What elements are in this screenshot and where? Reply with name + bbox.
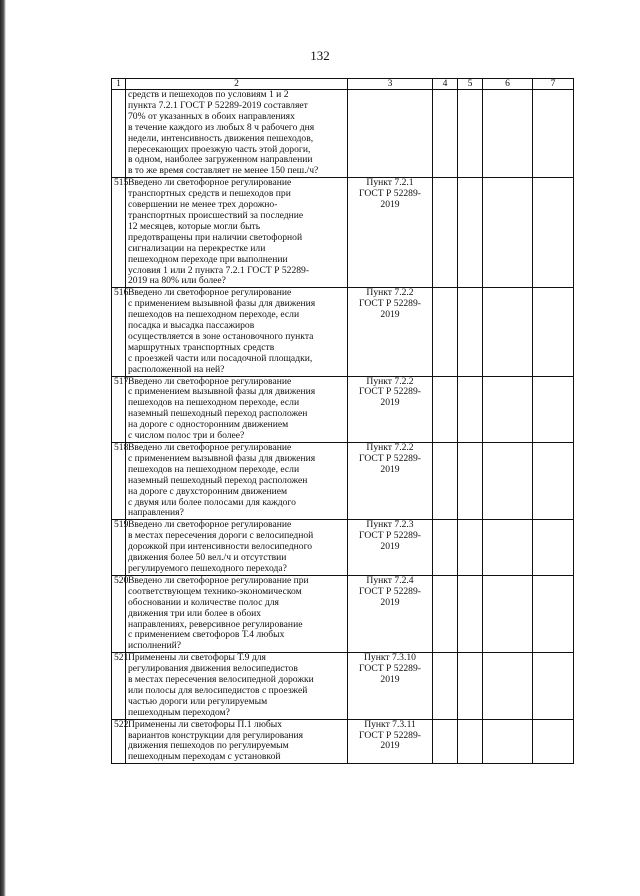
table-row [112, 575, 574, 652]
row-number: 517 [112, 376, 126, 442]
question-cell [126, 719, 348, 764]
row-number: 522 [112, 719, 126, 764]
row-number: 520 [112, 575, 126, 652]
row-number: 518 [112, 443, 126, 520]
question-text: средств и пешеходов по условиям 1 и 2 пункта 7.2.1 ГОСТ Р 52289-2019 составляет 70% от указанных в обоих направлениях в течение каждого из любых 8 ч рабочего дня недели, интенсивность движения пешеходов, пересекающих проезжую часть этой дороги, в одном, наиболее загруженном направлении в то же время составляет не менее 150 пеш./ч? [128, 89, 319, 177]
answer-cell [533, 443, 574, 520]
answer-cell [458, 376, 483, 442]
answer-cell [458, 653, 483, 719]
answer-cell [458, 719, 483, 764]
table-row [112, 288, 574, 376]
answer-cell [458, 178, 483, 288]
answer-cell [433, 178, 458, 288]
question-cell [126, 288, 348, 376]
question-text: Введено ли светофорное регулирование в местах пересечения дороги с велосипедной дорожкой при интенсивности велосипедного движения более 50 вел./ч и отсутствии регулируемого пешеходного перехода? [128, 519, 314, 574]
question-cell [126, 376, 348, 442]
question-text: Введено ли светофорное регулирование при соответствующем технико-экономическом обосновании и количестве полос для движения три или более в обоих направлениях, реверсивное регулирование с применением светофоров Т.4 любых исполнений? [128, 574, 309, 652]
question-cell [126, 575, 348, 652]
answer-cell [483, 719, 533, 764]
table-row [112, 443, 574, 520]
table-row [112, 520, 574, 576]
question-cell [126, 653, 348, 719]
answer-cell [483, 653, 533, 719]
checklist-table [111, 78, 574, 764]
answer-cell [533, 90, 574, 178]
table-row [112, 178, 574, 288]
answer-cell [433, 575, 458, 652]
answer-cell [433, 288, 458, 376]
question-cell [126, 443, 348, 520]
reference-cell: Пункт 7.2.1 ГОСТ Р 52289- 2019 [348, 178, 433, 288]
reference-cell: Пункт 7.3.10 ГОСТ Р 52289- 2019 [348, 653, 433, 719]
answer-cell [533, 520, 574, 576]
row-number [112, 90, 126, 178]
answer-cell [433, 719, 458, 764]
answer-cell [483, 178, 533, 288]
column-header: 2 [126, 79, 348, 90]
row-number: 515 [112, 178, 126, 288]
answer-cell [533, 653, 574, 719]
row-number: 516 [112, 288, 126, 376]
table-row [112, 90, 574, 178]
question-text: Введено ли светофорное регулирование с применением вызывной фазы для движения пешеходов на пешеходном переходе, если наземный пешеходный переход расположен на дороге с двухсторонним движением с двумя или более полосами для каждого направления? [128, 442, 316, 519]
question-text: Введено ли светофорное регулирование с применением вызывной фазы для движения пешеходов на пешеходном переходе, если наземный пешеходный переход расположен на дороге с односторонним движением с числом полос три и более? [128, 375, 316, 442]
page-number: 132 [310, 48, 330, 63]
answer-cell [433, 653, 458, 719]
column-header: 5 [458, 79, 483, 90]
answer-cell [433, 443, 458, 520]
table-row [112, 653, 574, 719]
answer-cell [533, 178, 574, 288]
question-text: Введено ли светофорное регулирование транспортных средств и пешеходов при совершении не менее трех дорожно- транспортных происшествий за последние 12 месяцев, которые могли быть предотвращены при наличии светофорной сигнализации на перекрестке или пешеходном переходе при выполнении условия 1 или 2 пункта 7.2.1 ГОСТ Р 52289- 2019 на 80% или более? [128, 177, 310, 287]
answer-cell [458, 288, 483, 376]
answer-cell [483, 288, 533, 376]
question-text: Введено ли светофорное регулирование с применением вызывной фазы для движения пешеходов на пешеходном переходе, если посадка и высадка пассажиров осуществляется в зоне остановочного пункта маршрутных транспортных средств с проезжей части или посадочной площадки, расположенной на ней? [128, 287, 316, 375]
answer-cell [533, 575, 574, 652]
reference-cell: Пункт 7.2.3 ГОСТ Р 52289- 2019 [348, 520, 433, 576]
answer-cell [433, 90, 458, 178]
question-cell [126, 90, 348, 178]
reference-cell: Пункт 7.2.4 ГОСТ Р 52289- 2019 [348, 575, 433, 652]
column-header: 7 [533, 79, 574, 90]
answer-cell [433, 376, 458, 442]
question-cell [126, 178, 348, 288]
reference-cell: Пункт 7.2.2 ГОСТ Р 52289- 2019 [348, 376, 433, 442]
row-number: 521 [112, 653, 126, 719]
answer-cell [483, 443, 533, 520]
question-text: Применены ли светофоры Т.9 для регулирования движения велосипедистов в местах пересечения велосипедной дорожки или полосы для велосипедистов с проезжей частью дороги или регулируемым пешеходным переходом? [128, 652, 314, 718]
answer-cell [433, 520, 458, 576]
row-number: 519 [112, 520, 126, 576]
answer-cell [483, 575, 533, 652]
answer-cell [533, 376, 574, 442]
answer-cell [458, 575, 483, 652]
answer-cell [483, 376, 533, 442]
answer-cell [483, 520, 533, 576]
answer-cell [458, 443, 483, 520]
column-header: 3 [348, 79, 433, 90]
column-header: 6 [483, 79, 533, 90]
answer-cell [458, 90, 483, 178]
answer-cell [483, 90, 533, 178]
header-row [112, 79, 574, 90]
reference-cell: Пункт 7.3.11 ГОСТ Р 52289- 2019 [348, 719, 433, 764]
scan-edge-shadow [0, 0, 6, 896]
reference-cell [348, 90, 433, 178]
answer-cell [533, 719, 574, 764]
table-row [112, 719, 574, 764]
answer-cell [458, 520, 483, 576]
question-cell [126, 520, 348, 576]
reference-cell: Пункт 7.2.2 ГОСТ Р 52289- 2019 [348, 443, 433, 520]
question-text: Применены ли светофоры П.1 любых вариантов конструкции для регулирования движения пешеходов по регулируемым пешеходным переходам с установкой [128, 718, 304, 763]
column-header: 4 [433, 79, 458, 90]
table-row [112, 376, 574, 442]
column-header: 1 [112, 79, 126, 90]
reference-cell: Пункт 7.2.2 ГОСТ Р 52289- 2019 [348, 288, 433, 376]
answer-cell [533, 288, 574, 376]
